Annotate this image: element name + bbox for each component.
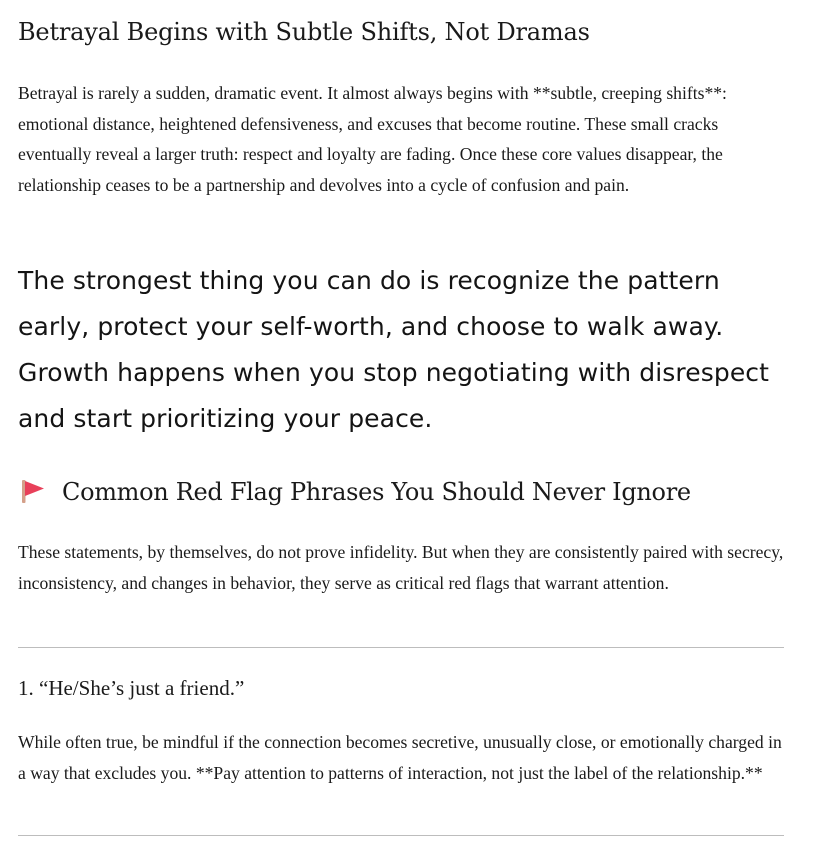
section-title: Betrayal Begins with Subtle Shifts, Not Dramas — [18, 18, 590, 46]
red-flag-item-body: While often true, be mindful if the connection becomes secretive, unusually close, or emotionally charged in a way that excludes you. **Pay attention to patterns of interaction, not just the label of the relationship.** — [18, 732, 782, 783]
red-flag-item-title: 1. “He/She’s just a friend.” — [18, 676, 245, 700]
red-flags-disclaimer: These statements, by themselves, do not prove infidelity. But when they are consistently paired with secrecy, inconsistency, and changes in behavior, they serve as critical red flags that warrant attention. — [18, 542, 784, 593]
intro-paragraph: Betrayal is rarely a sudden, dramatic event. It almost always begins with **subtle, creeping shifts**: emotional distance, heightened defensiveness, and excuses that become routine. These small cracks eventually reveal a larger truth: respect and loyalty are fading. Once these core values disappear, the relationship ceases to be a partnership and devolves into a cycle of confusion and pain. — [18, 83, 727, 195]
divider — [18, 647, 784, 648]
red-flags-heading — [18, 476, 691, 508]
divider — [18, 835, 784, 836]
red-flags-heading-text: Common Red Flag Phrases You Should Never Ignore — [62, 478, 691, 506]
red-flag-icon — [18, 478, 48, 504]
pullquote: The strongest thing you can do is recognize the pattern early, protect your self-worth, and choose to walk away. Growth happens when you stop negotiating with disrespect and start prioritizing your peace. — [18, 266, 770, 433]
